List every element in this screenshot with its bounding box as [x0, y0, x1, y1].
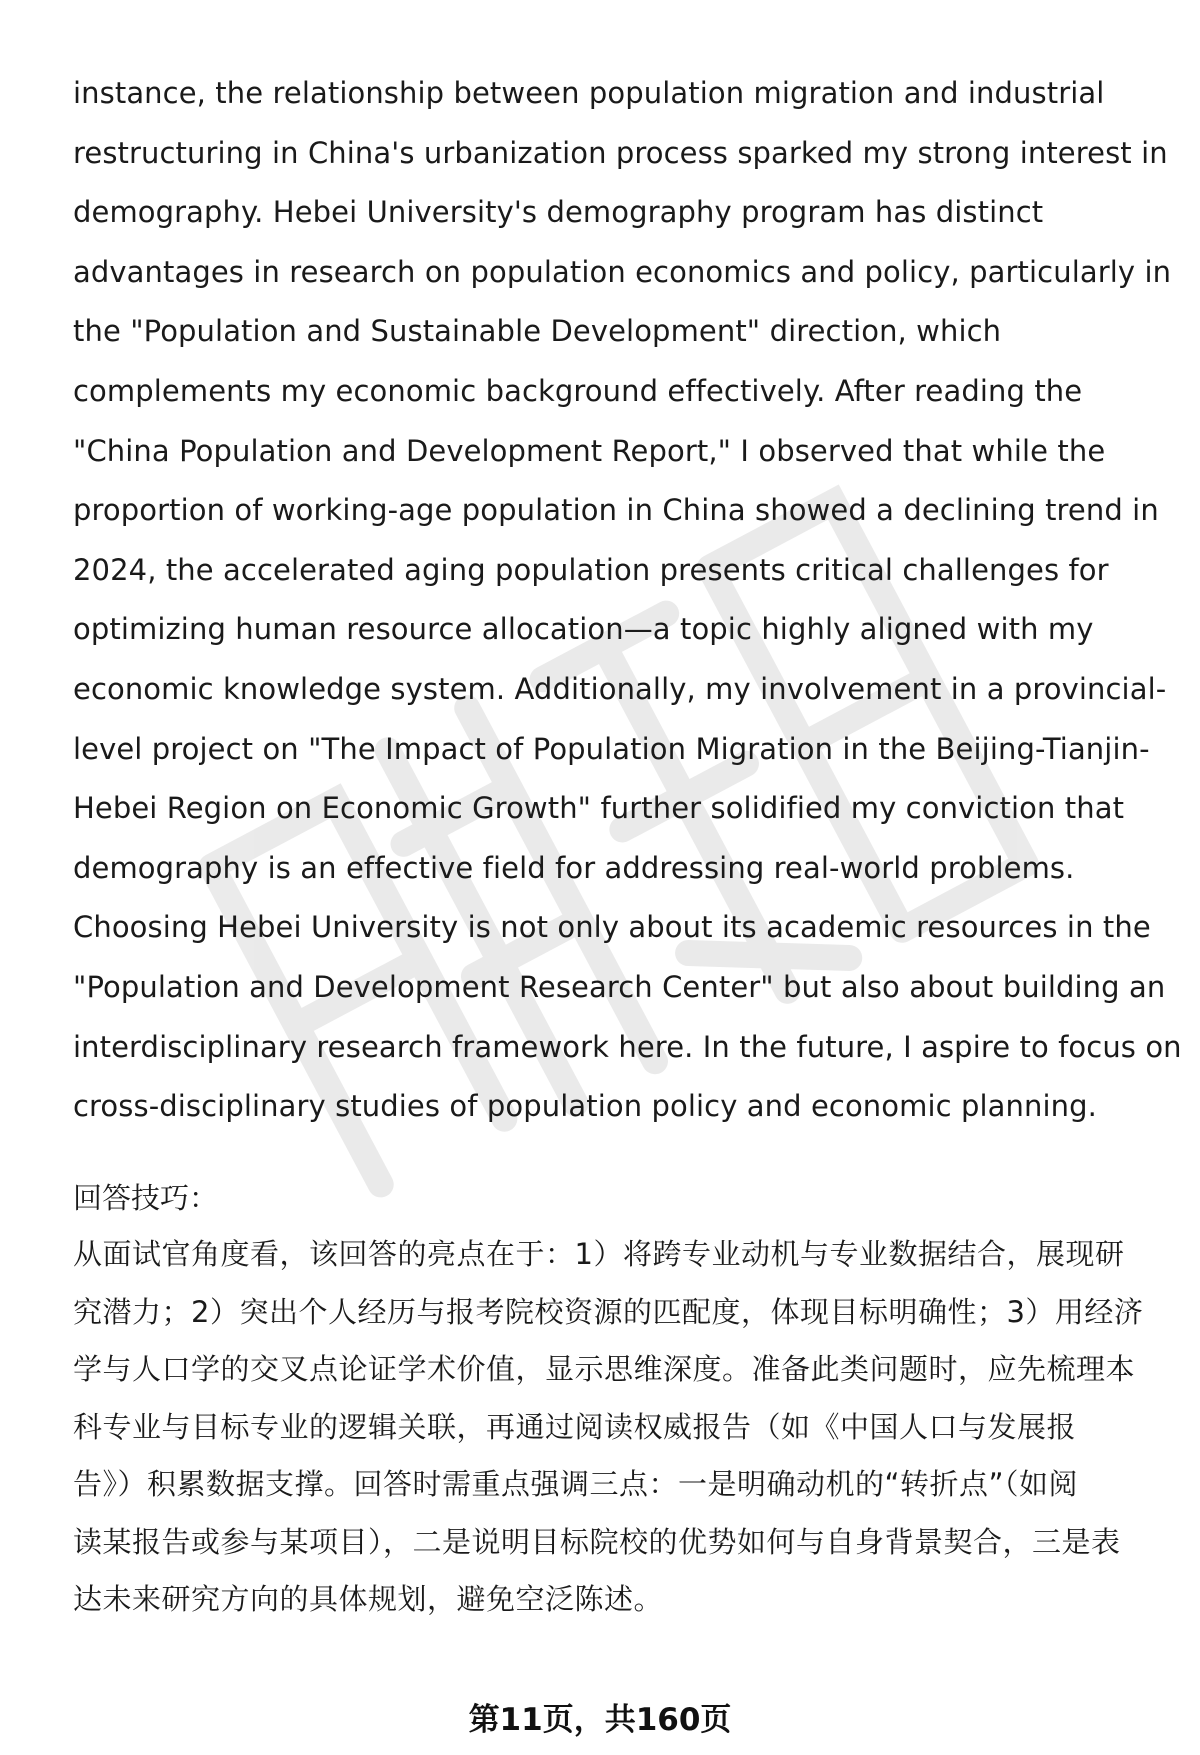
paragraph-line: complements my economic background effectively. After reading the: [73, 373, 1083, 408]
tips-line: 科专业与目标专业的逻辑关联，再通过阅读权威报告（如《中国人口与发展报: [73, 1409, 1077, 1444]
paragraph-line: economic knowledge system. Additionally, my involvement in a provincial-: [73, 671, 1167, 706]
paragraph-line: optimizing human resource allocation—a topic highly aligned with my: [73, 612, 1094, 647]
paragraph-line: instance, the relationship between population migration and industrial: [73, 76, 1105, 110]
paragraph-line: Choosing Hebei University is not only about its academic resources in the: [73, 910, 1151, 945]
tips-line: 学与人口学的交叉点论证学术价值，显示思维深度。准备此类问题时，应先梳理本: [73, 1352, 1136, 1386]
paragraph-line: demography. Hebei University's demography program has distinct: [73, 195, 1044, 230]
answer-tips: [73, 1170, 1153, 1629]
paragraph-line: Hebei Region on Economic Growth" further solidified my conviction that: [73, 791, 1125, 826]
tips-heading: 回答技巧：: [73, 1181, 219, 1215]
paragraph-line: interdisciplinary research framework here. In the future, I aspire to focus on: [73, 1029, 1182, 1064]
answer-paragraph: [73, 64, 1182, 1137]
paragraph-line: proportion of working-age population in China showed a declining trend in: [73, 493, 1159, 528]
paragraph-line: level project on "The Impact of Population Migration in the Beijing-Tianjin-: [73, 731, 1150, 766]
tips-line: 达未来研究方向的具体规划，避免空泛陈述。: [73, 1582, 664, 1616]
page-number: 第11页，共160页: [468, 1702, 732, 1738]
tips-line: 告》）积累数据支撑。回答时需重点强调三点：一是明确动机的“转折点”（如阅: [73, 1467, 1079, 1501]
paragraph-line: "China Population and Development Report," I observed that while the: [73, 433, 1106, 468]
paragraph-line: cross-disciplinary studies of population policy and economic planning.: [73, 1089, 1097, 1124]
paragraph-line: demography is an effective field for addressing real-world problems.: [73, 850, 1075, 885]
paragraph-line: 2024, the accelerated aging population presents critical challenges for: [73, 552, 1109, 587]
paragraph-line: advantages in research on population economics and policy, particularly in: [73, 254, 1172, 289]
paragraph-line: "Population and Development Research Center" but also about building an: [73, 969, 1166, 1004]
paragraph-line: restructuring in China's urbanization process sparked my strong interest in: [73, 135, 1168, 170]
paragraph-line: the "Population and Sustainable Development" direction, which: [73, 314, 1002, 349]
tips-line: 究潜力；2）突出个人经历与报考院校资源的匹配度，体现目标明确性；3）用经济: [73, 1294, 1144, 1329]
tips-line: 从面试官角度看，该回答的亮点在于：1）将跨专业动机与专业数据结合，展现研: [73, 1237, 1125, 1271]
tips-line: 读某报告或参与某项目），二是说明目标院校的优势如何与自身背景契合，三是表: [73, 1524, 1121, 1559]
